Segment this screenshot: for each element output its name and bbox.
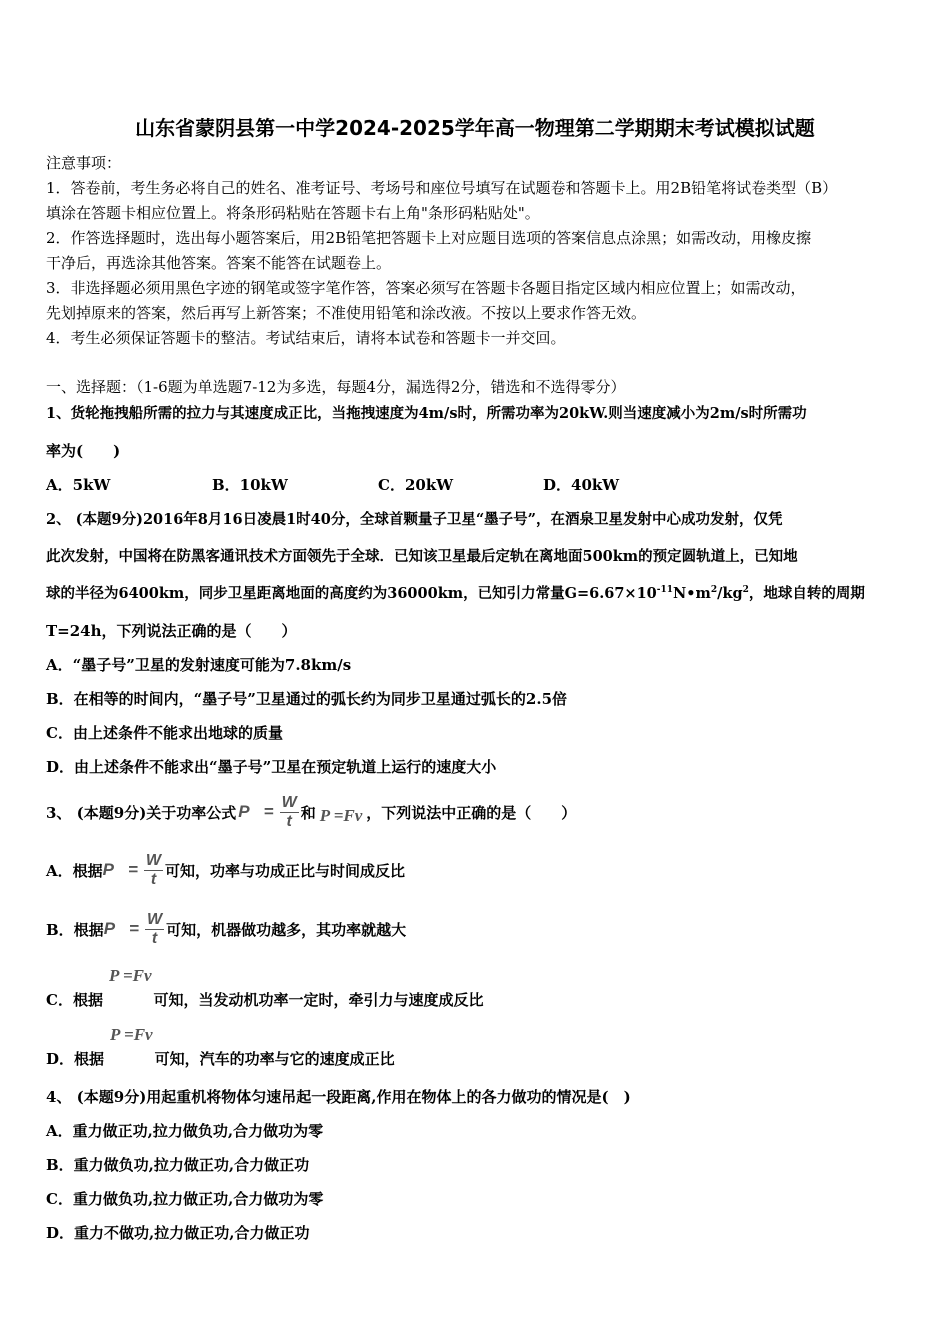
question-2-line3: 球的半径为6400km，同步卫星距离地面的高度约为36000km，已知引力常量$G=6.67\times 10^{-11}N•m^2/kg^2$，地球自转的周期 — [46, 585, 865, 602]
note-line: 填涂在答题卡相应位置上。将条形码粘贴在答题卡右上角"条形码粘贴处"。 — [46, 204, 540, 222]
note-line: 先划掉原来的答案，然后再写上新答案；不准使用铅笔和涂改液。不按以上要求作答无效。 — [46, 304, 647, 322]
question-3-option-a: A．根据 P = $\frac{W}{t}$ 可知，功率与功成正比与时间成反比 — [46, 851, 406, 888]
question-3-option-b: B．根据 P = $\frac{W}{t}$ 可知，机器做功越多，其功率就越大 — [46, 910, 407, 947]
note-line: 2．作答选择题时，选出每小题答案后，用2B铅笔把答题卡上对应题目选项的答案信息点涂黑；如需改动，用橡皮擦 — [46, 229, 812, 247]
note-line: 3．非选择题必须用黑色字迹的钢笔或签字笔作答，答案必须写在答题卡各题目指定区域内相应位置上；如需改动， — [46, 279, 806, 297]
formula-p-var: P — [238, 802, 250, 821]
question-2-option-a: A．“墨子号”卫星的发射速度可能为7.8km/s — [46, 656, 352, 674]
formula-equals: = — [263, 802, 274, 821]
formula-pfv: P =Fv — [319, 806, 363, 825]
question-1-option-a: A．5kW — [46, 476, 111, 494]
question-3-option-d: D．根据 P =Fv 可知，汽车的功率与它的速度成正比 — [46, 1025, 395, 1068]
question-2-line2: 此次发射，中国将在防黑客通讯技术方面领先于全球．已知该卫星最后定轨在离地面500km的预定圆轨道上，已知地 — [46, 548, 798, 565]
question-1-option-b: B．10kW — [212, 476, 288, 494]
question-3-stem: 3、 (本题9分)关于功率公式 P = $\frac{W}{t}$ 和 P =Fv ，下列说法中正确的是（ ） — [46, 793, 577, 830]
question-1-line2: 率为( ) — [46, 442, 121, 460]
note-line: 4．考生必须保证答题卡的整洁。考试结束后，请将本试卷和答题卡一并交回。 — [46, 329, 566, 347]
formula-pfv: P =Fv — [110, 1025, 153, 1044]
notes-heading: 注意事项： — [46, 154, 122, 172]
note-line: 干净后，再选涂其他答案。答案不能答在试题卷上。 — [46, 254, 392, 272]
formula-fraction: $\frac{W}{t}$ — [145, 851, 162, 888]
question-4-option-a: A．重力做正功,拉力做负功,合力做功为零 — [46, 1122, 324, 1140]
question-1-option-c: C．20kW — [378, 476, 454, 494]
question-4-stem: 4、 (本题9分)用起重机将物体匀速吊起一段距离,作用在物体上的各力做功的情况是( ) — [46, 1088, 631, 1106]
question-2-option-b: B．在相等的时间内，“墨子号”卫星通过的弧长约为同步卫星通过弧长的2.5倍 — [46, 690, 568, 708]
formula-pfv: P =Fv — [108, 966, 152, 985]
question-2-option-d: D．由上述条件不能求出“墨子号”卫星在预定轨道上运行的速度大小 — [46, 758, 497, 776]
page-title: 山东省蒙阴县第一中学2024-2025学年高一物理第二学期期末考试模拟试题 — [135, 116, 815, 140]
question-2-line1: 2、 (本题9分)2016年8月16日凌晨1时40分，全球首颗量子卫星“墨子号”，在酒泉卫星发射中心成功发射，仅凭 — [46, 511, 783, 528]
formula-fraction: $\frac{W}{t}$ — [281, 793, 297, 830]
question-2-option-c: C．由上述条件不能求出地球的质量 — [46, 724, 283, 742]
question-3-option-c: C．根据 P =Fv 可知，当发动机功率一定时，牵引力与速度成反比 — [46, 966, 484, 1009]
question-2-line4: T=24h，下列说法正确的是（ ） — [46, 622, 297, 640]
question-4-option-b: B．重力做负功,拉力做正功,合力做正功 — [46, 1156, 310, 1174]
formula-fraction: $\frac{W}{t}$ — [146, 910, 163, 947]
question-1-line1: 1、货轮拖拽船所需的拉力与其速度成正比，当拖拽速度为4m/s时，所需功率为20kW.则当速度减小为2m/s时所需功 — [46, 405, 807, 422]
question-4-option-c: C．重力做负功,拉力做正功,合力做功为零 — [46, 1190, 324, 1208]
question-1-option-d: D．40kW — [543, 476, 620, 494]
question-4-option-d: D．重力不做功,拉力做正功,合力做正功 — [46, 1224, 310, 1242]
note-line: 1．答卷前，考生务必将自己的姓名、准考证号、考场号和座位号填写在试题卷和答题卡上。用2B铅笔将试卷类型（B） — [46, 179, 838, 197]
section-heading: 一、选择题：（1-6题为单选题7-12为多选，每题4分，漏选得2分，错选和不选得零分） — [46, 378, 626, 396]
